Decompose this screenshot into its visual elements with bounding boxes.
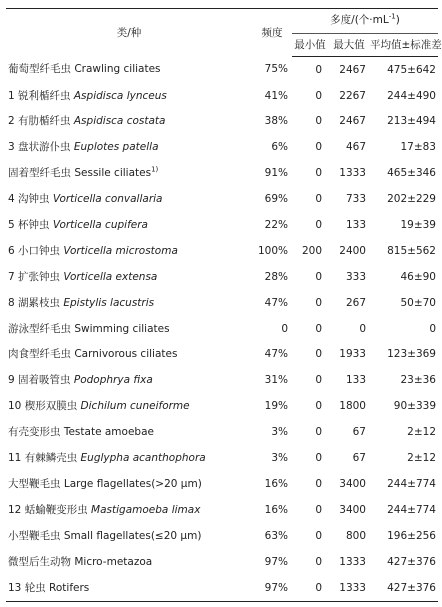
cell-max: 733 (345, 193, 366, 206)
cell-max: 2467 (339, 115, 366, 128)
cell-frequency: 47% (264, 296, 288, 309)
cell-species-name (6, 212, 252, 238)
cell-max: 67 (352, 426, 366, 439)
cell-species-name (6, 471, 252, 497)
cell-max: 0 (359, 322, 366, 335)
species-cn-name: 有壳变形虫 (8, 426, 61, 439)
cell-min: 0 (315, 477, 322, 490)
species-cn-name: 8 湖累枝虫 (8, 296, 61, 309)
cell-species-name (6, 445, 252, 471)
cell-min: 0 (315, 348, 322, 361)
cell-frequency: 28% (264, 270, 288, 283)
species-en-name: Dichilum cuneiforme (80, 400, 190, 413)
species-en-name: Podophrya fixa (73, 374, 153, 387)
species-cn-name: 13 轮虫 (8, 581, 46, 594)
cell-species-name (6, 575, 252, 601)
cell-min: 0 (315, 167, 322, 180)
species-cn-name: 葡萄型纤毛虫 (8, 63, 71, 76)
cell-max: 1333 (339, 555, 366, 568)
species-cn-name: 1 锐利楯纤虫 (8, 89, 71, 102)
cell-min: 0 (315, 219, 322, 232)
species-en-name: Vorticella microstoma (63, 244, 178, 257)
cell-max: 1333 (328, 575, 370, 601)
header-row-1 (6, 9, 438, 34)
cell-species-name (6, 238, 252, 264)
cell-max: 133 (345, 219, 366, 232)
cell-min: 0 (315, 503, 322, 516)
cell-mean-sd: 23±36 (400, 374, 436, 387)
species-en-name: Euplotes patella (73, 141, 159, 154)
table-row (6, 238, 438, 264)
header-mean-sd: 平均值±标准差 (370, 34, 438, 57)
species-en-name: Epistylis lacustris (63, 296, 155, 309)
cell-mean-sd: 213±494 (387, 115, 436, 128)
cell-mean-sd: 427±376 (387, 555, 436, 568)
cell-mean-sd: 19±39 (400, 219, 436, 232)
cell-max: 1800 (339, 400, 366, 413)
cell-species-name (6, 419, 252, 445)
cell-min: 0 (315, 374, 322, 387)
cell-max: 2467 (339, 63, 366, 76)
cell-frequency: 3% (271, 426, 288, 439)
cell-mean-sd: 196±256 (387, 529, 436, 542)
table-row (6, 290, 438, 316)
cell-min: 0 (315, 63, 322, 76)
species-en-name: Large flagellates(>20 μm) (63, 477, 202, 490)
species-cn-name: 11 有棘鳞壳虫 (8, 452, 78, 465)
cell-mean-sd: 90±339 (393, 400, 436, 413)
species-cn-name: 肉食型纤毛虫 (8, 348, 71, 361)
header-class-species: 类/种 (6, 9, 252, 57)
header-abundance-exponent: -1 (388, 12, 396, 21)
cell-min: 0 (315, 322, 322, 335)
cell-min: 0 (315, 115, 322, 128)
table-row (6, 212, 438, 238)
cell-mean-sd: 815±562 (387, 244, 436, 257)
cell-max: 1933 (339, 348, 366, 361)
species-en-name: Vorticella convallaria (52, 193, 163, 206)
species-cn-name: 小型鞭毛虫 (8, 529, 61, 542)
species-cn-name: 4 沟钟虫 (8, 193, 50, 206)
header-min: 最小值 (292, 34, 328, 57)
table-row (6, 264, 438, 290)
cell-min: 0 (315, 555, 322, 568)
species-en-name: Carnivorous ciliates (74, 348, 178, 361)
cell-species-name (6, 109, 252, 135)
cell-frequency: 16% (264, 477, 288, 490)
cell-species-name (6, 394, 252, 420)
species-cn-name: 微型后生动物 (8, 555, 71, 568)
table-row (6, 419, 438, 445)
cell-min: 0 (315, 426, 322, 439)
table-row (6, 471, 438, 497)
cell-mean-sd: 244±490 (387, 89, 436, 102)
cell-min: 0 (315, 270, 322, 283)
cell-min: 0 (315, 296, 322, 309)
species-en-name: Sessile ciliates (74, 167, 152, 180)
species-en-name: Testate amoebae (63, 426, 154, 439)
species-en-name: Vorticella cupifera (52, 219, 148, 232)
species-en-name: Swimming ciliates (74, 322, 170, 335)
cell-mean-sd: 244±774 (387, 477, 436, 490)
table-body (6, 57, 438, 602)
cell-species-name (6, 549, 252, 575)
footnote-marker: 1) (151, 165, 159, 174)
cell-min: 200 (301, 244, 322, 257)
cell-max: 2267 (339, 89, 366, 102)
cell-mean-sd: 0 (429, 322, 436, 335)
cell-frequency: 97% (264, 555, 288, 568)
species-cn-name: 9 固着吸管虫 (8, 374, 71, 387)
species-cn-name: 固着型纤毛虫 (8, 167, 71, 180)
cell-frequency: 16% (264, 503, 288, 516)
cell-species-name (6, 290, 252, 316)
cell-min: 0 (315, 529, 322, 542)
species-cn-name: 6 小口钟虫 (8, 244, 61, 257)
cell-mean-sd: 123±369 (387, 348, 436, 361)
table-row (6, 445, 438, 471)
cell-max: 333 (345, 270, 366, 283)
cell-frequency: 75% (264, 63, 288, 76)
cell-frequency: 91% (264, 167, 288, 180)
table-row (6, 575, 438, 601)
cell-min: 0 (315, 193, 322, 206)
cell-max: 3400 (339, 503, 366, 516)
cell-mean-sd: 2±12 (407, 426, 436, 439)
cell-species-name (6, 83, 252, 109)
cell-species-name (6, 135, 252, 161)
cell-frequency: 97% (252, 575, 292, 601)
cell-species-name (6, 523, 252, 549)
cell-species-name (6, 57, 252, 83)
species-cn-name: 5 杯钟虫 (8, 219, 50, 232)
cell-min: 0 (292, 575, 328, 601)
header-abundance-close: ) (395, 13, 400, 26)
cell-max: 67 (352, 452, 366, 465)
cell-frequency: 100% (257, 244, 288, 257)
cell-mean-sd: 17±83 (400, 141, 436, 154)
cell-species-name (6, 316, 252, 342)
species-en-name: Rotifers (49, 581, 90, 594)
species-en-name: Crawling ciliates (74, 63, 161, 76)
cell-frequency: 19% (264, 400, 288, 413)
cell-max: 267 (345, 296, 366, 309)
species-cn-name: 大型鞭毛虫 (8, 477, 61, 490)
table-row (6, 109, 438, 135)
table-row (6, 161, 438, 187)
cell-frequency: 0 (281, 322, 288, 335)
table-row (6, 316, 438, 342)
cell-species-name (6, 264, 252, 290)
species-en-name: Vorticella extensa (63, 270, 158, 283)
species-en-name: Aspidisca costata (73, 115, 166, 128)
header-frequency: 频度 (252, 9, 292, 57)
cell-min: 0 (315, 141, 322, 154)
cell-max: 467 (345, 141, 366, 154)
cell-min: 0 (315, 452, 322, 465)
cell-frequency: 3% (271, 452, 288, 465)
species-abundance-table (6, 8, 442, 602)
cell-mean-sd: 244±774 (387, 503, 436, 516)
cell-species-name (6, 186, 252, 212)
species-cn-name: 10 楔形双膜虫 (8, 400, 78, 413)
cell-species-name (6, 497, 252, 523)
cell-mean-sd: 46±90 (400, 270, 436, 283)
table-row (6, 342, 438, 368)
cell-frequency: 31% (264, 374, 288, 387)
cell-min: 0 (315, 89, 322, 102)
header-abundance (292, 9, 438, 34)
cell-max: 800 (345, 529, 366, 542)
cell-mean-sd: 475±642 (387, 63, 436, 76)
cell-frequency: 69% (264, 193, 288, 206)
cell-frequency: 63% (264, 529, 288, 542)
species-cn-name: 游泳型纤毛虫 (8, 322, 71, 335)
cell-species-name (6, 368, 252, 394)
table-header (6, 9, 442, 57)
cell-mean-sd: 202±229 (387, 193, 436, 206)
cell-frequency: 22% (264, 219, 288, 232)
cell-mean-sd: 465±346 (387, 167, 436, 180)
table-row (6, 368, 438, 394)
cell-min: 0 (315, 400, 322, 413)
cell-max: 2400 (339, 244, 366, 257)
cell-frequency: 38% (264, 115, 288, 128)
cell-mean-sd: 427±376 (370, 575, 438, 601)
cell-max: 1333 (339, 167, 366, 180)
table-row (6, 394, 438, 420)
species-en-name: Micro-metazoa (74, 555, 153, 568)
header-max: 最大值 (328, 34, 370, 57)
table-row (6, 135, 438, 161)
cell-mean-sd: 50±70 (400, 296, 436, 309)
cell-max: 3400 (339, 477, 366, 490)
cell-max: 133 (345, 374, 366, 387)
species-en-name: Mastigamoeba limax (91, 503, 201, 516)
species-en-name: Euglypha acanthophora (80, 452, 206, 465)
cell-species-name (6, 342, 252, 368)
species-cn-name: 7 扩张钟虫 (8, 270, 61, 283)
table-row (6, 497, 438, 523)
species-cn-name: 2 有肋楯纤虫 (8, 115, 71, 128)
cell-frequency: 6% (271, 141, 288, 154)
species-cn-name: 3 盘状游仆虫 (8, 141, 71, 154)
cell-mean-sd: 2±12 (407, 452, 436, 465)
header-abundance-label: 多度/(个·mL (330, 13, 389, 26)
species-en-name: Aspidisca lynceus (73, 89, 167, 102)
cell-frequency: 41% (264, 89, 288, 102)
species-en-name: Small flagellates(≤20 μm) (63, 529, 202, 542)
cell-frequency: 47% (264, 348, 288, 361)
cell-species-name (6, 161, 252, 187)
table-row (6, 57, 438, 83)
table-row (6, 523, 438, 549)
table-row (6, 83, 438, 109)
table-row (6, 549, 438, 575)
species-cn-name: 12 蛞蝓鞭变形虫 (8, 503, 88, 516)
table-row (6, 186, 438, 212)
